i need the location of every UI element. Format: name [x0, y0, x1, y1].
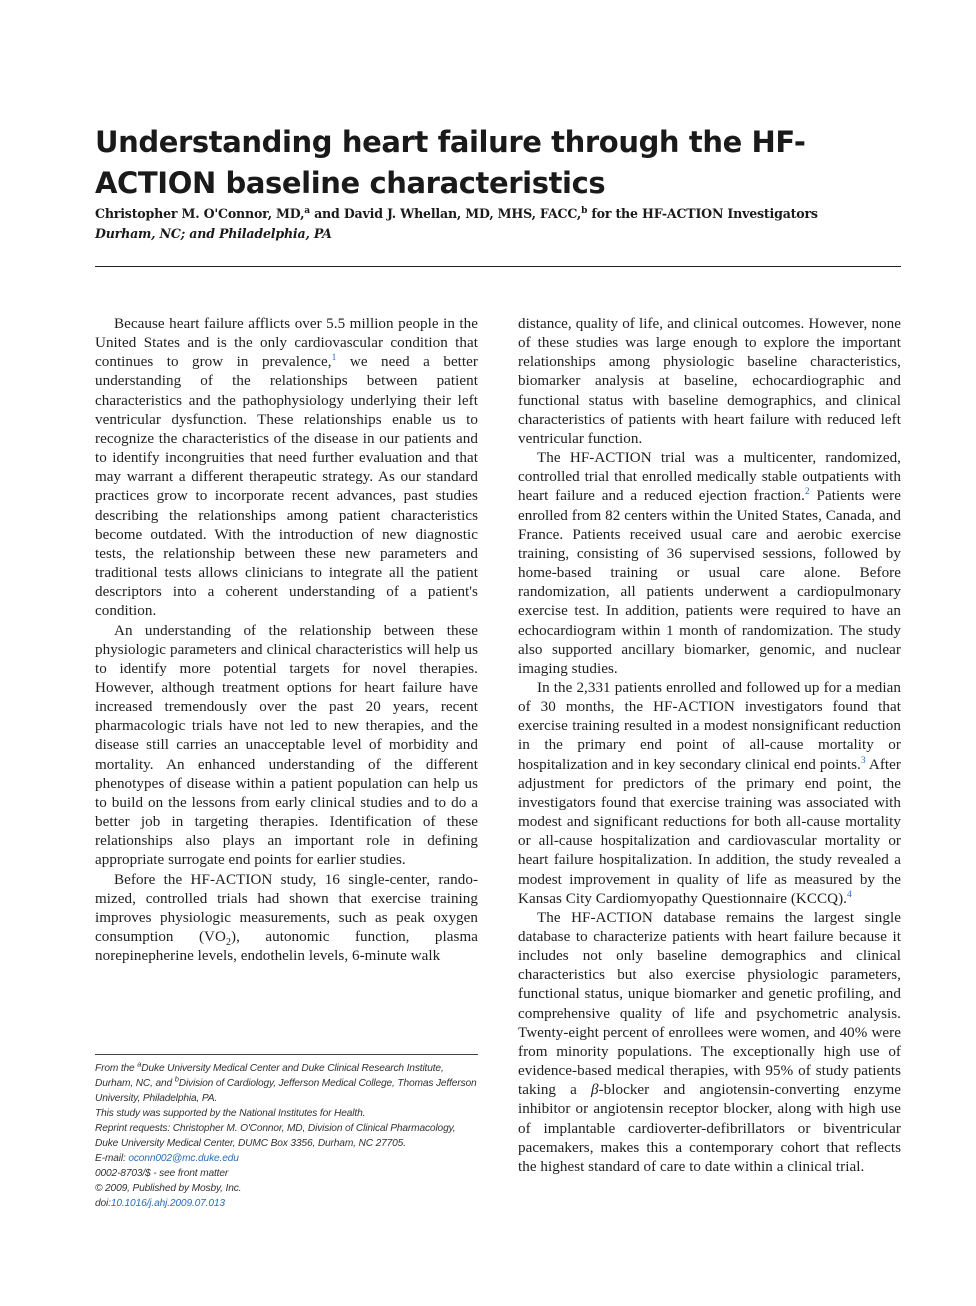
paragraph-6	[518, 909, 901, 1177]
reference-link-2[interactable]: 2	[804, 487, 810, 498]
reference-link-3[interactable]: 3	[860, 755, 866, 766]
footnotes	[95, 1061, 478, 1211]
author-oconnor: Christopher M. O'Connor, MD,	[95, 206, 305, 221]
footnote-reprint: Reprint requests: Christopher M. O'Connor, MD, Division of Clinical Pharmacology, Duke University Medical Center, DUMC Box 3356, Durham, NC 27705.	[95, 1123, 456, 1149]
paragraph-4-text-a: The HF-ACTION trial was a multicenter, randomized, controlled trial that enrolled medically stable outpatients with heart failure and a reduced ejection fraction.	[518, 450, 901, 505]
paragraph-1-text-b: we need a better understanding of the relationships between patient characteristics and the pathophysiology underlying their left ventricular dysfunction. These relationships enable us to recognize the characteristics of the disease in our patients and to identify incongruities that need further evaluation and that may warrant a different therapeutic strategy. As our standard practices grow to incorporate recent advances, past studies describing the relationships among patient characteristics become outdated. With the introduction of new diagnostic tests, the relationship between these new parameters and traditional tests allows clinicians to integrate all the patient descriptors into a coherent understanding of a patient's condition.	[95, 354, 478, 620]
body-column-left	[95, 315, 478, 966]
author-whellan-affil-mark: b	[581, 205, 588, 216]
footnote-copyright: © 2009, Published by Mosby, Inc.	[95, 1183, 242, 1194]
doi-link[interactable]: 10.1016/j.ahj.2009.07.013	[110, 1198, 225, 1209]
paragraph-4-text-b: Patients were enrolled from 82 centers within the United States, Canada, and France. Patients received usual care and aerobic exercise training, consisting of 36 supervised sessions, followed by home-based training or usual care alone. Before randomization, all patients underwent a cardiopulmonary exercise test. In addition, patients were required to have an echocardiogram within 1 month of randomization. The study also supported ancillary biomarker, genomic, and nuclear imaging studies.	[518, 488, 901, 677]
paragraph-6-text-b: -blocker and angiotensin-converting enzyme inhibitor or angiotensin receptor blocker, along with high use of implantable cardioverter-defibrillators or biventricular pacemakers, makes this a contemporary cohort that reflects the highest standard of care to date within a clinical trial.	[518, 1082, 901, 1175]
author-oconnor-affil-mark: a	[304, 205, 310, 216]
footnote-divider	[95, 1054, 478, 1055]
paragraph-6-text-a: The HF-ACTION database remains the largest single database to characterize patients with heart failure because it includes not only baseline demographics and clinical characteristics but also exercise physiologic parameters, functional status, unique biomarker and genetic profiling, and comprehensive quality of life and psychometric analysis. Twenty-eight percent of enrollees were women, and 40% were from minority populations. The exceptionally high use of evidence-based medical therapies, with 95% of study patients taking a	[518, 909, 901, 1099]
footnote-affil-mark-b: b	[174, 1074, 179, 1084]
footnote-issn: 0002-8703/$ - see front matter	[95, 1168, 229, 1179]
article-title: Understanding heart failure through the HF-ACTION baseline characteristics	[95, 125, 806, 200]
beta-symbol: β	[590, 1082, 599, 1099]
author-line	[95, 205, 915, 223]
paragraph-3-continued: distance, quality of life, and clinical outcomes. However, none of these studies was large enough to explore the important relationships among physiologic baseline characteristics, biomarker analysis at baseline, echocardiographic and functional status with baseline demographics, and clinical characteristics of patients with heart failure with reduced left ventricular function.	[518, 316, 901, 447]
footnote-affil-text-c: Division of Cardiology, Jefferson Medical College, Thomas Jefferson University, Philadelphia, PA.	[95, 1078, 477, 1104]
body-column-right	[518, 315, 901, 1177]
paragraph-3	[95, 871, 478, 967]
doi-label: doi:	[95, 1198, 111, 1209]
paragraph-2: An understanding of the relationship between these physiologic parameters and clinical characteristics will help us to identify more potential targets for novel therapies. However, although treatment options for heart failure have increased tremendously over the past 20 years, recent pharmacologic trials have not led to new therapies, and the disease still carries an unacceptable level of morbidity and mortality. An enhanced understanding of the different phenotypes of disease within a patient population can help us to build on the lessons from early clinical studies and to do a better job in targeting therapies. Identification of these relationships also plays an important role in defining appropriate surrogate end points for earlier studies.	[95, 622, 478, 869]
author-conjunction: and	[309, 206, 344, 221]
author-whellan: David J. Whellan, MD, MHS, FACC,	[343, 206, 582, 221]
paragraph-4	[518, 449, 901, 679]
footnote-affil-mark-a: a	[137, 1059, 142, 1069]
paragraph-5-text-b: After adjustment for predictors of the primary end point, the investigators found that exercise training was associated with modest and significant reductions for both all-cause mortality or all-cause hospitalization and cardiovascular mortality or heart failure hospitalization. In addition, the study revealed a modest improvement in quality of life as measured by the Kansas City Cardiomyopathy Questionnaire (KCCQ).	[518, 756, 902, 907]
header-divider	[95, 266, 901, 267]
paragraph-5	[518, 679, 901, 909]
vo2-subscript: 2	[225, 937, 232, 949]
footnote-support: This study was supported by the National Institutes for Health.	[95, 1108, 366, 1119]
footnote-email	[95, 1151, 478, 1166]
paragraph-5-text-a: In the 2,331 patients enrolled and followed up for a median of 30 months, the HF-ACTION investigators found that exercise training resulted in a modest nonsignificant reduction in the primary end point of all-cause mortality or hospitalization and in key secondary clinical end points.	[518, 679, 901, 773]
footnote-affil-text-a: From the	[95, 1063, 138, 1074]
paragraph-3-text-a: Before the HF-ACTION study, 16 single-center, randomized, controlled trials had shown that exercise training improves physiologic measurements, such as peak oxygen consumption (VO	[95, 871, 478, 945]
footnote-affiliations	[95, 1061, 478, 1106]
reference-link-4[interactable]: 4	[846, 889, 852, 900]
author-group: for the HF-ACTION Investigators	[587, 206, 818, 221]
paragraph-1-text-a: Because heart failure afflicts over 5.5 million people in the United States and is the only cardiovascular condition that continues to grow in prevalence,	[95, 316, 478, 371]
footnote-affil-text-b: Duke University Medical Center and Duke Clinical Research Institute, Durham, NC, and	[95, 1063, 444, 1089]
footnote-doi	[95, 1196, 478, 1211]
email-label: E-mail:	[95, 1153, 129, 1164]
paragraph-1	[95, 315, 478, 622]
author-location: Durham, NC; and Philadelphia, PA	[95, 226, 332, 241]
paragraph-3-text-b: ), autonomic function, plasma norepinepherine levels, endothelin levels, 6-minute walk	[95, 929, 478, 965]
reference-link-1[interactable]: 1	[331, 353, 337, 364]
email-link[interactable]: oconn002@mc.duke.edu	[128, 1153, 239, 1164]
